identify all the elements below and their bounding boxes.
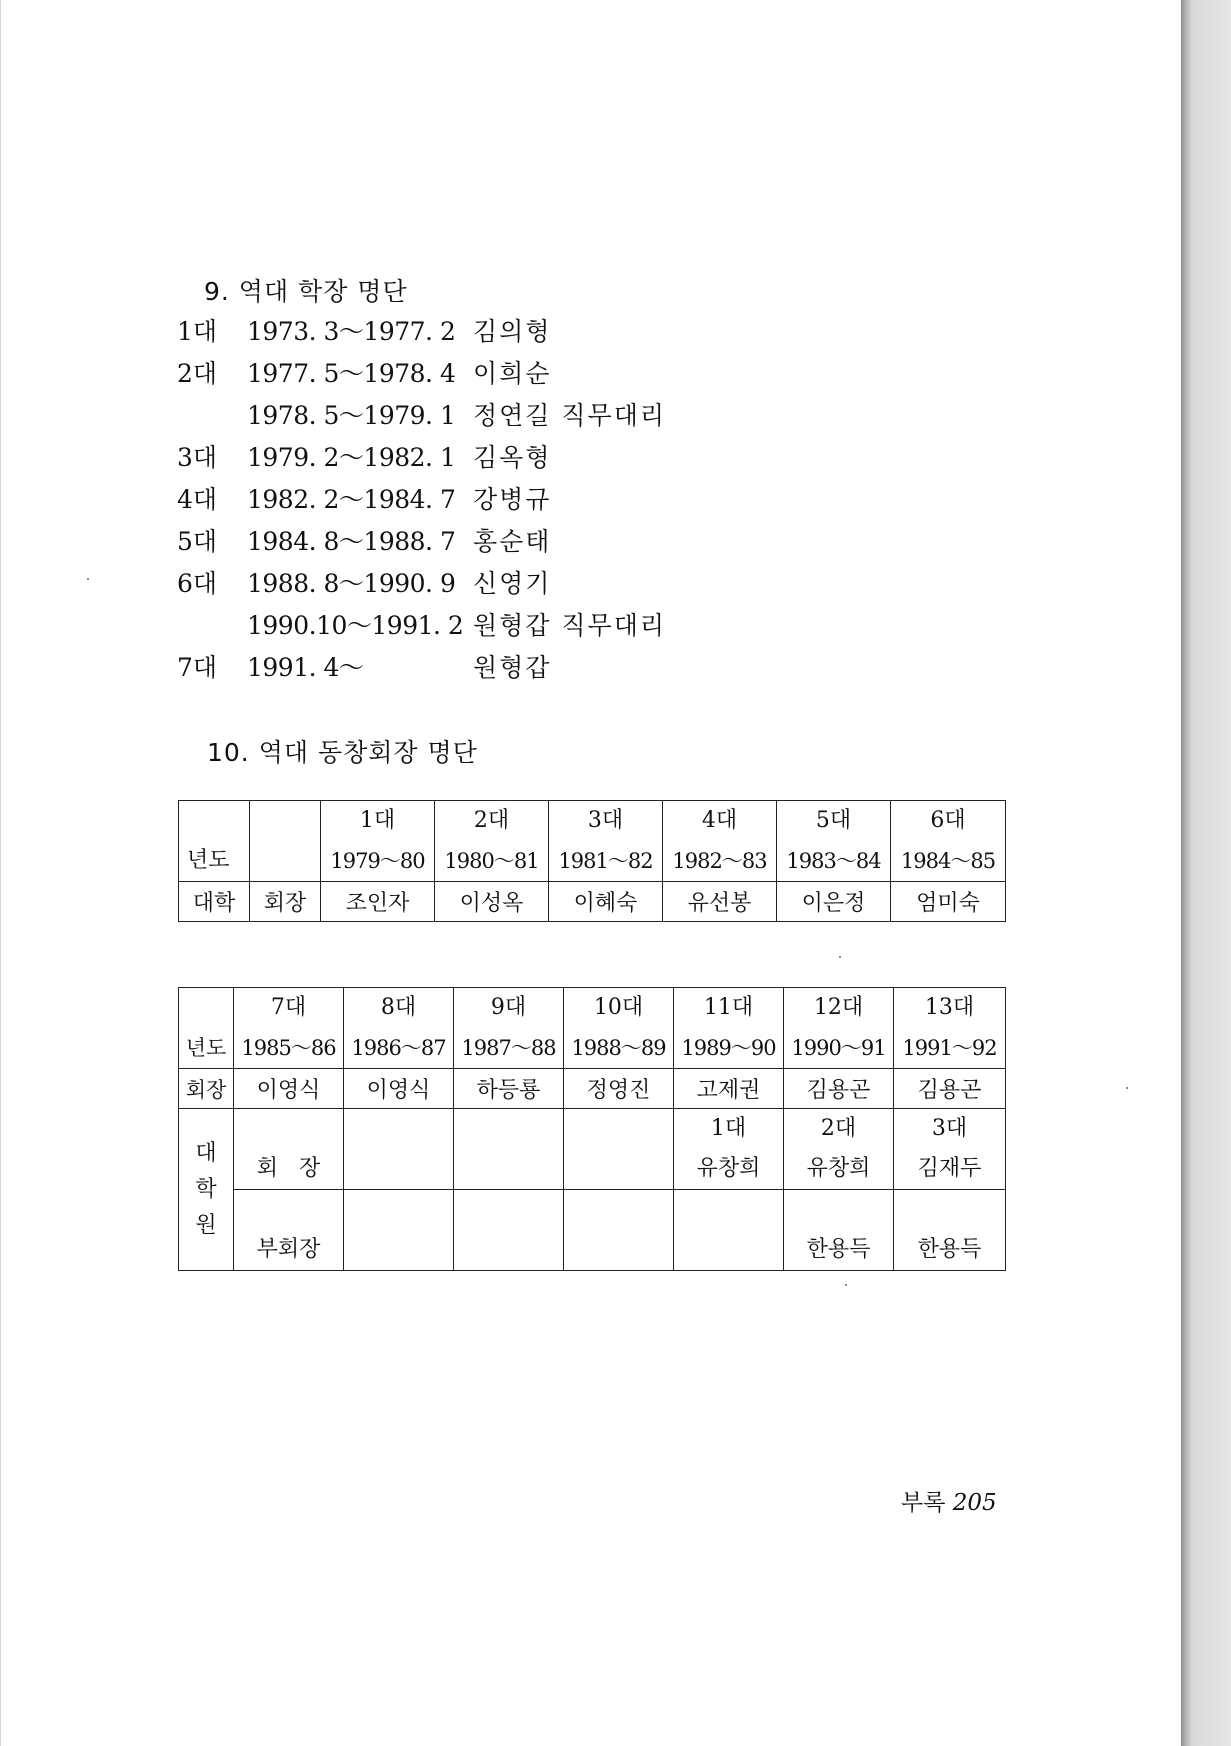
table-cell — [674, 1190, 784, 1271]
roster-period: 1973. 3～1977. 2 — [247, 317, 456, 346]
table-cell: 3대 김재두 — [894, 1109, 1006, 1190]
roster-name: 김의형 — [473, 317, 552, 346]
table-cell: 유선봉 — [663, 882, 777, 922]
table-cell: 이혜숙 — [549, 882, 663, 922]
table-cell: 조인자 — [321, 882, 435, 922]
table-cell: 고제권 — [674, 1069, 784, 1109]
roster-name: 신영기 — [473, 569, 552, 598]
roster-period: 1977. 5～1978. 4 — [247, 359, 456, 388]
president-row-label: 회장 — [250, 882, 321, 922]
table-cell: 이영식 — [234, 1069, 344, 1109]
graduate-school-label: 대 학 원 — [179, 1109, 234, 1271]
table-cell: 12대 1990～91 — [784, 988, 894, 1069]
page-number: 205 — [952, 1490, 997, 1516]
table-cell: 김용곤 — [784, 1069, 894, 1109]
grad-president-label: 회 장 — [234, 1109, 344, 1190]
table-cell: 이영식 — [344, 1069, 454, 1109]
page-edge-shadow — [1182, 0, 1231, 1746]
table-row — [179, 1190, 1006, 1271]
roster-name: 원형갑 — [473, 653, 552, 682]
roster-generation: 5대 — [177, 527, 218, 556]
table-cell: 엄미숙 — [891, 882, 1006, 922]
table-cell: 4대 1982～83 — [663, 801, 777, 882]
table-cell: 3대 1981～82 — [549, 801, 663, 882]
table-cell — [564, 1109, 674, 1190]
roster-period: 1991. 4～ — [247, 653, 364, 682]
roster-generation: 2대 — [177, 359, 218, 388]
table-row — [179, 801, 1006, 882]
table-cell: 10대 1988～89 — [564, 988, 674, 1069]
table-cell: 6대 1984～85 — [891, 801, 1006, 882]
table-cell: 이성옥 — [435, 882, 549, 922]
table-row — [179, 988, 1006, 1069]
year-row-label: 년도 — [179, 988, 234, 1069]
roster-name: 원형갑 직무대리 — [473, 611, 666, 640]
section-9-title: 9. 역대 학장 명단 — [204, 277, 408, 306]
roster-period: 1979. 2～1982. 1 — [247, 443, 456, 472]
table-cell — [564, 1190, 674, 1271]
footer-section-label: 부록 — [901, 1490, 946, 1516]
table-row — [179, 882, 1006, 922]
page-footer — [901, 1484, 997, 1517]
scan-speck — [845, 1284, 847, 1286]
roster-name: 강병규 — [473, 485, 552, 514]
scan-speck — [1126, 1087, 1128, 1089]
roster-period: 1984. 8～1988. 7 — [247, 527, 456, 556]
table-cell: 정영진 — [564, 1069, 674, 1109]
table-row — [179, 1069, 1006, 1109]
table-cell: 8대 1986～87 — [344, 988, 454, 1069]
table-cell: 1대 1979～80 — [321, 801, 435, 882]
table-cell — [454, 1109, 564, 1190]
table-cell — [344, 1109, 454, 1190]
table-cell: 김용곤 — [894, 1069, 1006, 1109]
alumni-president-table-1 — [178, 800, 1006, 922]
table-cell: 이은정 — [777, 882, 891, 922]
table-cell: 11대 1989～90 — [674, 988, 784, 1069]
roster-name: 김옥형 — [473, 443, 552, 472]
roster-name: 정연길 직무대리 — [473, 401, 666, 430]
scan-speck — [839, 956, 841, 958]
table-cell: 9대 1987～88 — [454, 988, 564, 1069]
table-cell — [250, 801, 321, 882]
table-cell: 2대 1980～81 — [435, 801, 549, 882]
president-row-label: 회장 — [179, 1069, 234, 1109]
scan-speck — [87, 578, 89, 580]
roster-period: 1978. 5～1979. 1 — [247, 401, 456, 430]
table-cell: 한용득 — [784, 1190, 894, 1271]
roster-period: 1982. 2～1984. 7 — [247, 485, 456, 514]
table-row — [179, 1109, 1006, 1190]
table-cell: 2대 유창희 — [784, 1109, 894, 1190]
roster-generation: 4대 — [177, 485, 218, 514]
roster-name: 이희순 — [473, 359, 552, 388]
roster-period: 1988. 8～1990. 9 — [247, 569, 456, 598]
grad-vice-president-label: 부회장 — [234, 1190, 344, 1271]
year-row-label: 년도 — [179, 801, 250, 882]
alumni-president-table-2 — [178, 987, 1006, 1271]
table-cell — [344, 1190, 454, 1271]
table-cell: 하등룡 — [454, 1069, 564, 1109]
table-cell: 한용득 — [894, 1190, 1006, 1271]
roster-generation: 3대 — [177, 443, 218, 472]
table-cell: 7대 1985～86 — [234, 988, 344, 1069]
table-cell: 13대 1991～92 — [894, 988, 1006, 1069]
roster-period: 1990.10～1991. 2 — [247, 611, 464, 640]
table-cell: 1대 유창희 — [674, 1109, 784, 1190]
table-cell: 5대 1983～84 — [777, 801, 891, 882]
table-cell — [454, 1190, 564, 1271]
roster-generation: 1대 — [177, 317, 218, 346]
roster-generation: 7대 — [177, 653, 218, 682]
section-10-title: 10. 역대 동창회장 명단 — [207, 738, 478, 767]
roster-generation: 6대 — [177, 569, 218, 598]
roster-name: 홍순태 — [473, 527, 552, 556]
college-row-label: 대학 — [179, 882, 250, 922]
